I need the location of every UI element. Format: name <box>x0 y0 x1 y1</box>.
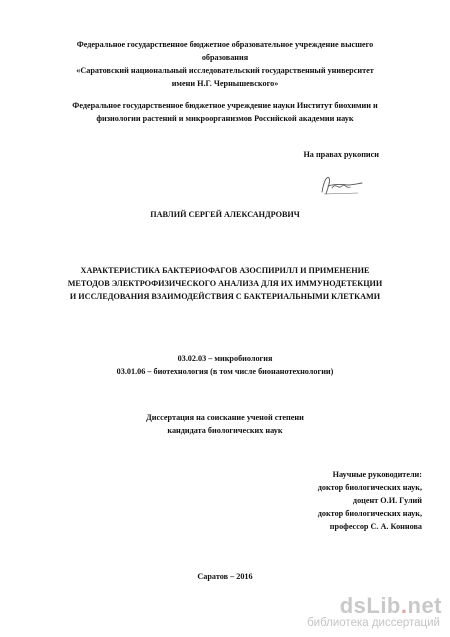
header-line-1: Федеральное государственное бюджетное образовательное учреждение высшего <box>76 40 374 49</box>
supervisors-heading: Научные руководители: <box>332 470 422 479</box>
supervisors <box>318 468 422 533</box>
specialty-line-1: 03.02.03 – микробиология <box>177 354 273 363</box>
specialty-line-2: 03.01.06 – биотехнология (в том числе бионанотехнологии) <box>116 367 334 376</box>
header-line-3: «Саратовский национальный исследовательский государственный университет <box>76 66 374 75</box>
supervisor-line-3: доктор биологических наук, <box>317 509 422 518</box>
logo-dot: . <box>400 593 408 618</box>
footer-text: Саратов – 2016 <box>197 572 253 581</box>
rights-notice <box>303 148 379 161</box>
supervisor-line-2: доцент О.И. Гулий <box>352 496 422 505</box>
author-name <box>0 208 450 221</box>
dissertation-title <box>0 264 450 303</box>
dslib-watermark <box>254 593 444 633</box>
supervisor-line-4: профессор С. А. Коннова <box>329 522 422 531</box>
place-year <box>0 570 450 583</box>
rights-text: На правах рукописи <box>303 150 379 159</box>
institute-header <box>0 99 450 125</box>
university-header <box>0 38 450 90</box>
dslib-logo <box>340 593 442 619</box>
title-line-1: ХАРАКТЕРИСТИКА БАКТЕРИОФАГОВ АЗОСПИРИЛЛ И ПРИМЕНЕНИЕ <box>80 266 370 275</box>
institute-line-2: физиологии растений и микроорганизмов Российской академии наук <box>96 114 354 123</box>
header-line-4: имени Н.Г. Чернышевского» <box>171 79 279 88</box>
handwritten-signature <box>318 172 364 198</box>
logo-main: dsLib <box>339 593 401 618</box>
watermark-text: библиотека диссертаций <box>307 617 440 629</box>
header-line-2: образования <box>201 53 249 62</box>
degree-statement <box>0 411 450 437</box>
degree-line-2: кандидата биологических наук <box>167 426 283 435</box>
institute-line-1: Федеральное государственное бюджетное учреждение науки Институт биохимии и <box>72 101 378 110</box>
logo-tld: net <box>407 593 442 618</box>
title-line-3: И ИССЛЕДОВАНИЯ ВЗАИМОДЕЙСТВИЯ С БАКТЕРИАЛЬНЫМИ КЛЕТКАМИ <box>69 292 381 301</box>
author-text: ПАВЛИЙ СЕРГЕЙ АЛЕКСАНДРОВИЧ <box>150 210 300 219</box>
specialties <box>0 352 450 378</box>
supervisor-line-1: доктор биологических наук, <box>317 483 422 492</box>
degree-line-1: Диссертация на соискание ученой степени <box>146 413 304 422</box>
title-line-2: МЕТОДОВ ЭЛЕКТРОФИЗИЧЕСКОГО АНАЛИЗА ДЛЯ ИХ ИММУНОДЕТЕКЦИИ <box>67 279 383 288</box>
